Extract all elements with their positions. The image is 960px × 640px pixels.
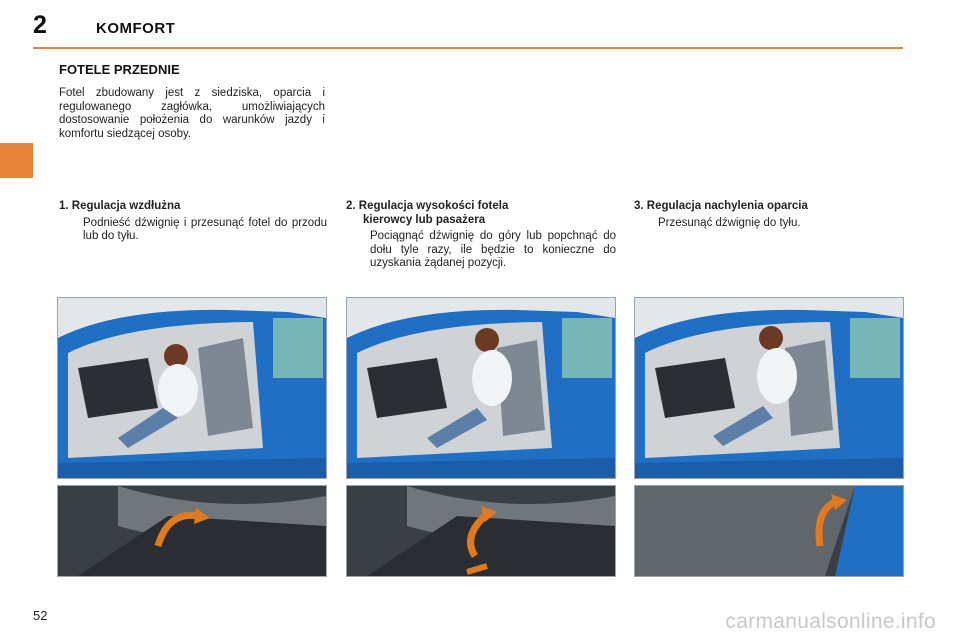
page-number: 52 xyxy=(33,608,48,623)
bullet-arrow-icon xyxy=(346,230,370,271)
car-illustration-2 xyxy=(346,297,616,479)
step-2-bullet: Pociągnąć dźwignię do góry lub popchnąć do dołu tyle razy, ile będzie to konieczne do uzyskania żądanej pozycji. xyxy=(346,230,616,271)
step-3-title: 3. Regulacja nachylenia oparcia xyxy=(634,200,808,212)
lever-closeup-1 xyxy=(57,485,327,577)
step-3-bullet: Przesunąć dźwignię do tyłu. xyxy=(634,217,902,231)
step-2-title: 2. Regulacja wysokości fotela kierowcy lub pasażera xyxy=(346,200,509,226)
lever-closeup-3 xyxy=(634,485,904,577)
step-1-title: 1. Regulacja wzdłużna xyxy=(59,200,181,212)
step-1 xyxy=(59,200,327,244)
watermark: carmanualsonline.info xyxy=(725,610,936,633)
intro-paragraph: Fotel zbudowany jest z siedziska, oparcia i regulowanego zagłówka, umożliwiających dostosowanie położenia do warunków jazdy i komfortu siedzącej osoby. xyxy=(59,87,325,140)
bullet-arrow-icon xyxy=(634,217,658,231)
chapter-side-tab xyxy=(0,143,33,178)
chapter-title: KOMFORT xyxy=(96,20,176,37)
car-illustration-3 xyxy=(634,297,904,479)
lever-closeup-2 xyxy=(346,485,616,577)
car-illustration-1 xyxy=(57,297,327,479)
header-divider xyxy=(33,47,903,49)
step-1-bullet: Podnieść dźwignię i przesunąć fotel do przodu lub do tyłu. xyxy=(59,217,327,244)
step-3 xyxy=(634,200,902,230)
chapter-number: 2 xyxy=(33,11,47,39)
step-2 xyxy=(346,200,616,271)
section-title: FOTELE PRZEDNIE xyxy=(59,62,180,77)
bullet-arrow-icon xyxy=(59,217,83,244)
